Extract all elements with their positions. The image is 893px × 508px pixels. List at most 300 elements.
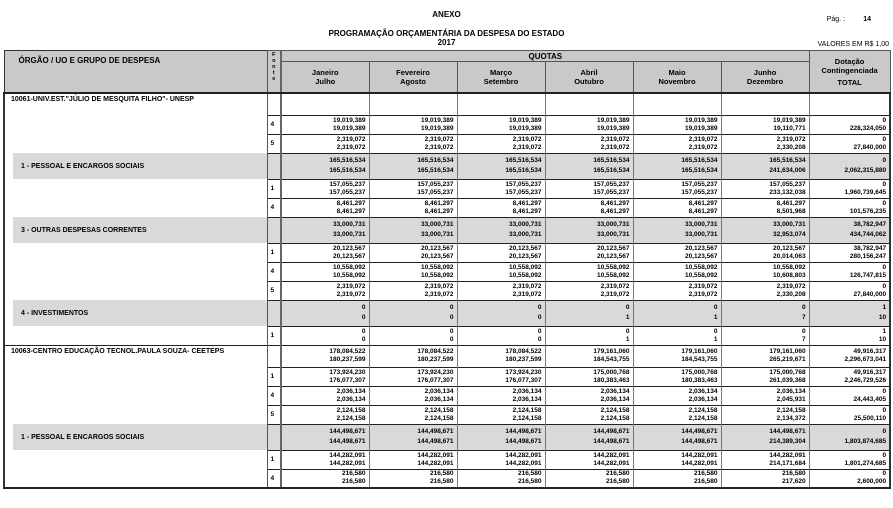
value-first-semester: 2,319,072 (336, 135, 366, 143)
value-second-semester: 180,237,599 (329, 356, 366, 363)
value-first-semester: 165,516,534 (593, 157, 630, 164)
quota-cell (457, 153, 545, 179)
quota-cell (457, 300, 545, 326)
value-first-semester: 0 (713, 327, 718, 335)
value-second-semester: 0 (537, 335, 542, 343)
value-first-semester: 49,916,317 (853, 348, 887, 355)
quota-cell (457, 424, 545, 450)
quota-cell (545, 469, 633, 488)
value-first-semester: 0 (882, 199, 887, 207)
row-label (4, 243, 267, 262)
quota-cell (545, 217, 633, 243)
quota-cell (369, 262, 457, 281)
value-second-semester: 2,124,158 (600, 414, 630, 422)
value-first-semester: 10,558,092 (420, 263, 454, 271)
header-contingenciada: Contingenciada (821, 65, 878, 75)
value-second-semester: 2,036,134 (600, 395, 630, 403)
quota-cell (633, 198, 721, 217)
value-first-semester: 0 (361, 327, 366, 335)
value-second-semester: 1,960,739,645 (844, 188, 887, 196)
quota-cell (457, 115, 545, 134)
org-label: 10063-CENTRO EDUCAÇÃO TECNOL.PAULA SOUZA- CEETEPS (4, 345, 267, 367)
fonte-code: 1 (267, 450, 281, 469)
value-first-semester: 2,036,134 (512, 387, 542, 395)
total-cell (809, 262, 890, 281)
value-second-semester: 19,019,389 (420, 124, 454, 132)
quota-cell (369, 386, 457, 405)
value-first-semester: 2,319,072 (776, 135, 806, 143)
quota-cell (633, 469, 721, 488)
quota-cell (721, 450, 809, 469)
value-first-semester: 144,498,671 (681, 428, 718, 435)
month-first-semester: Abril (580, 68, 598, 77)
value-second-semester: 176,077,307 (417, 376, 454, 384)
quota-cell (281, 469, 369, 488)
fonte-row (4, 262, 890, 281)
value-second-semester: 216,580 (430, 478, 454, 486)
fonte-row (4, 134, 890, 153)
value-first-semester: 2,036,134 (688, 387, 718, 395)
value-second-semester: 20,123,567 (508, 252, 542, 260)
quota-cell (369, 134, 457, 153)
row-label (4, 198, 267, 217)
total-cell (809, 345, 890, 367)
value-first-semester: 10,558,092 (332, 263, 366, 271)
value-first-semester: 144,282,091 (593, 451, 630, 459)
value-second-semester: 144,498,671 (417, 438, 454, 445)
quota-cell (545, 262, 633, 281)
quota-cell (721, 424, 809, 450)
value-second-semester: 33,000,731 (420, 231, 454, 238)
value-second-semester: 20,123,567 (596, 252, 630, 260)
value-second-semester: 280,156,247 (849, 252, 887, 260)
total-cell (809, 300, 890, 326)
header-fonte (267, 51, 281, 94)
header-fonte-letter: o (272, 58, 276, 64)
quota-cell (369, 345, 457, 367)
value-second-semester: 184,543,755 (593, 356, 630, 363)
quota-cell (281, 153, 369, 179)
quota-cell (545, 198, 633, 217)
total-cell (809, 243, 890, 262)
value-first-semester: 179,161,060 (681, 348, 718, 355)
value-second-semester: 214,389,304 (769, 438, 806, 445)
value-second-semester: 144,282,091 (681, 459, 718, 467)
row-label (4, 281, 267, 300)
value-first-semester: 175,000,768 (593, 368, 630, 376)
row-label (4, 386, 267, 405)
total-cell (809, 326, 890, 345)
value-first-semester: 2,036,134 (600, 387, 630, 395)
value-second-semester: 165,516,534 (505, 167, 542, 174)
value-second-semester: 165,516,534 (417, 167, 454, 174)
value-first-semester: 1 (882, 304, 887, 311)
value-second-semester: 2,036,134 (424, 395, 454, 403)
value-second-semester: 33,000,731 (684, 231, 718, 238)
value-first-semester: 178,084,522 (417, 348, 454, 355)
quota-cell (281, 386, 369, 405)
value-first-semester: 0 (882, 387, 887, 395)
quota-cell (457, 262, 545, 281)
quota-cell (281, 300, 369, 326)
total-cell (809, 198, 890, 217)
fonte-row (4, 386, 890, 405)
quota-cell (633, 115, 721, 134)
value-second-semester: 2,134,372 (776, 414, 806, 422)
quota-cell (633, 217, 721, 243)
value-first-semester: 165,516,534 (329, 157, 366, 164)
value-second-semester: 19,110,771 (773, 124, 806, 132)
group-label: 1 - PESSOAL E ENCARGOS SOCIAIS (4, 424, 267, 450)
value-second-semester: 165,516,534 (681, 167, 718, 174)
quota-cell (457, 405, 545, 424)
month-first-semester: Fevereiro (396, 68, 430, 77)
value-first-semester: 0 (625, 327, 630, 335)
quota-cell (457, 198, 545, 217)
value-second-semester: 19,019,389 (596, 124, 630, 132)
quota-cell (369, 217, 457, 243)
quota-cell (633, 367, 721, 386)
fonte-row (4, 243, 890, 262)
value-first-semester: 19,019,389 (508, 116, 542, 124)
value-first-semester: 2,036,134 (336, 387, 366, 395)
value-first-semester: 2,319,072 (336, 282, 366, 290)
value-second-semester: 0 (537, 314, 542, 321)
value-second-semester: 7 (801, 335, 806, 343)
header-month-4 (633, 62, 721, 94)
quota-cell (369, 424, 457, 450)
values-note: VALORES EM R$ 1,00 (817, 41, 889, 48)
month-first-semester: Janeiro (311, 68, 339, 77)
value-second-semester: 144,498,671 (329, 438, 366, 445)
value-second-semester: 19,019,389 (684, 124, 718, 132)
value-second-semester: 32,953,074 (773, 231, 806, 238)
quota-cell (721, 386, 809, 405)
quota-cell (721, 93, 809, 115)
quota-cell (545, 243, 633, 262)
value-second-semester: 10,558,092 (332, 271, 366, 279)
quota-cell (721, 198, 809, 217)
fonte-code (267, 93, 281, 115)
quota-cell (721, 469, 809, 488)
group-row (4, 153, 890, 179)
value-first-semester: 33,000,731 (596, 221, 630, 228)
value-first-semester: 8,461,297 (424, 199, 454, 207)
quota-cell (281, 450, 369, 469)
quota-cell (545, 153, 633, 179)
value-second-semester: 157,055,237 (681, 188, 718, 196)
row-label (4, 326, 267, 345)
quota-cell (369, 153, 457, 179)
value-second-semester: 180,383,463 (681, 376, 718, 384)
quota-cell (721, 281, 809, 300)
value-first-semester: 10,558,092 (596, 263, 630, 271)
value-second-semester: 2,062,315,880 (844, 167, 887, 174)
quota-cell (721, 179, 809, 198)
group-label: 1 - PESSOAL E ENCARGOS SOCIAIS (4, 153, 267, 179)
value-first-semester: 20,123,567 (332, 244, 366, 252)
value-first-semester: 165,516,534 (417, 157, 454, 164)
value-second-semester: 2,600,000 (857, 478, 887, 486)
value-second-semester: 2,319,072 (600, 290, 630, 298)
quota-cell (281, 367, 369, 386)
value-second-semester: 214,171,684 (769, 459, 806, 467)
value-second-semester: 10,558,092 (420, 271, 454, 279)
value-first-semester: 216,580 (518, 470, 542, 478)
value-first-semester: 0 (361, 304, 366, 311)
value-first-semester: 2,319,072 (600, 135, 630, 143)
quota-cell (633, 386, 721, 405)
quota-cell (369, 243, 457, 262)
value-second-semester: 241,634,006 (769, 167, 806, 174)
quota-cell (457, 217, 545, 243)
value-first-semester: 144,282,091 (417, 451, 454, 459)
quota-cell (369, 367, 457, 386)
quota-cell (545, 300, 633, 326)
value-second-semester: 217,620 (782, 478, 806, 486)
value-second-semester: 2,124,158 (424, 414, 454, 422)
quota-cell (281, 243, 369, 262)
header-fonte-letter: t (272, 70, 275, 76)
value-first-semester: 0 (882, 282, 887, 290)
fonte-row (4, 469, 890, 488)
value-second-semester: 2,124,158 (688, 414, 718, 422)
value-second-semester: 1 (713, 335, 718, 343)
month-first-semester: Maio (668, 68, 686, 77)
value-first-semester: 0 (449, 327, 454, 335)
value-first-semester: 2,124,158 (688, 406, 718, 414)
value-second-semester: 1 (625, 335, 630, 343)
value-second-semester: 261,039,368 (769, 376, 806, 384)
page-number: 14 (863, 16, 871, 23)
quota-cell (281, 115, 369, 134)
value-first-semester: 33,000,731 (420, 221, 454, 228)
value-second-semester: 2,330,208 (776, 290, 806, 298)
value-second-semester: 7 (801, 314, 806, 321)
value-first-semester: 144,282,091 (769, 451, 806, 459)
document-heading: ANEXO (432, 10, 461, 19)
fonte-row (4, 281, 890, 300)
value-first-semester: 179,161,060 (593, 348, 630, 355)
month-second-semester: Agosto (400, 77, 426, 86)
total-cell (809, 134, 890, 153)
value-first-semester: 165,516,534 (769, 157, 806, 164)
value-second-semester: 2,319,072 (688, 143, 718, 151)
value-second-semester: 19,019,389 (508, 124, 542, 132)
value-first-semester: 8,461,297 (688, 199, 718, 207)
value-second-semester: 2,319,072 (424, 290, 454, 298)
value-first-semester: 8,461,297 (512, 199, 542, 207)
quota-cell (457, 281, 545, 300)
total-cell (809, 450, 890, 469)
value-first-semester: 216,580 (606, 470, 630, 478)
quota-cell (633, 153, 721, 179)
value-first-semester: 20,123,567 (684, 244, 718, 252)
row-label (4, 450, 267, 469)
value-first-semester: 144,282,091 (329, 451, 366, 459)
value-second-semester: 8,461,297 (512, 207, 542, 215)
value-first-semester: 49,916,317 (853, 368, 887, 376)
row-label (4, 115, 267, 134)
group-label: 4 - INVESTIMENTOS (4, 300, 267, 326)
quota-cell (721, 326, 809, 345)
value-first-semester: 144,498,671 (505, 428, 542, 435)
fonte-row (4, 115, 890, 134)
value-first-semester: 8,461,297 (776, 199, 806, 207)
quota-cell (457, 134, 545, 153)
value-second-semester: 144,282,091 (417, 459, 454, 467)
value-first-semester: 157,055,237 (593, 180, 630, 188)
month-second-semester: Outubro (574, 77, 604, 86)
value-first-semester: 165,516,534 (505, 157, 542, 164)
value-second-semester: 126,747,815 (849, 271, 887, 279)
quota-cell (633, 93, 721, 115)
row-label (4, 405, 267, 424)
value-first-semester: 2,124,158 (600, 406, 630, 414)
value-first-semester: 216,580 (342, 470, 366, 478)
quota-cell (281, 405, 369, 424)
quota-cell (281, 345, 369, 367)
total-cell (809, 469, 890, 488)
quota-cell (545, 115, 633, 134)
value-first-semester: 0 (882, 451, 887, 459)
value-second-semester: 25,500,110 (853, 414, 887, 422)
value-first-semester: 2,124,158 (776, 406, 806, 414)
fonte-code: 1 (267, 326, 281, 345)
fonte-code (267, 153, 281, 179)
fonte-code: 4 (267, 262, 281, 281)
quota-cell (633, 424, 721, 450)
quota-cell (457, 386, 545, 405)
quota-cell (721, 300, 809, 326)
value-second-semester: 0 (361, 335, 366, 343)
value-second-semester: 20,123,567 (332, 252, 366, 260)
fonte-code: 1 (267, 179, 281, 198)
value-second-semester: 233,132,038 (769, 188, 806, 196)
quota-cell (721, 217, 809, 243)
quota-cell (721, 153, 809, 179)
header-dotacao-total (809, 51, 890, 94)
quota-cell (369, 281, 457, 300)
value-first-semester: 165,516,534 (681, 157, 718, 164)
row-label (4, 134, 267, 153)
value-second-semester: 2,045,931 (776, 395, 806, 403)
value-second-semester: 20,123,567 (420, 252, 454, 260)
total-cell (809, 281, 890, 300)
fonte-code: 4 (267, 198, 281, 217)
header-month-0 (281, 62, 369, 94)
row-label (4, 179, 267, 198)
value-second-semester: 2,036,134 (688, 395, 718, 403)
month-first-semester: Junho (753, 68, 777, 77)
total-cell (809, 115, 890, 134)
fonte-code: 5 (267, 405, 281, 424)
value-first-semester: 179,161,060 (769, 348, 806, 355)
value-second-semester: 216,580 (606, 478, 630, 486)
value-second-semester: 33,000,731 (508, 231, 542, 238)
total-cell (809, 217, 890, 243)
total-cell (809, 405, 890, 424)
value-first-semester: 20,123,567 (773, 244, 806, 252)
quota-cell (633, 243, 721, 262)
header-month-5 (721, 62, 809, 94)
total-cell (809, 153, 890, 179)
group-label: 3 - OUTRAS DESPESAS CORRENTES (4, 217, 267, 243)
value-first-semester: 2,319,072 (424, 282, 454, 290)
value-first-semester: 173,924,230 (505, 368, 542, 376)
quota-cell (457, 367, 545, 386)
value-first-semester: 2,319,072 (688, 135, 718, 143)
header-total: TOTAL (837, 77, 862, 87)
value-second-semester: 2,319,072 (512, 290, 542, 298)
value-first-semester: 216,580 (782, 470, 806, 478)
header-month-2 (457, 62, 545, 94)
fonte-row (4, 198, 890, 217)
value-second-semester: 157,055,237 (593, 188, 630, 196)
value-first-semester: 19,019,389 (332, 116, 366, 124)
row-label (4, 367, 267, 386)
value-second-semester: 10,608,803 (773, 271, 806, 279)
value-second-semester: 2,319,072 (336, 290, 366, 298)
quota-cell (281, 179, 369, 198)
value-second-semester: 2,246,729,526 (844, 376, 887, 384)
quota-cell (457, 93, 545, 115)
value-second-semester: 2,124,158 (336, 414, 366, 422)
quota-cell (457, 450, 545, 469)
value-second-semester: 8,461,297 (424, 207, 454, 215)
quota-cell (545, 345, 633, 367)
value-second-semester: 1,803,874,685 (844, 438, 887, 445)
value-second-semester: 180,237,599 (417, 356, 454, 363)
value-first-semester: 2,124,158 (336, 406, 366, 414)
quota-cell (545, 93, 633, 115)
value-first-semester: 0 (801, 327, 806, 335)
value-second-semester: 19,019,389 (332, 124, 366, 132)
header-month-3 (545, 62, 633, 94)
value-first-semester: 173,924,230 (329, 368, 366, 376)
value-second-semester: 101,576,235 (849, 207, 887, 215)
value-second-semester: 2,124,158 (512, 414, 542, 422)
quota-cell (633, 405, 721, 424)
value-second-semester: 144,282,091 (593, 459, 630, 467)
value-first-semester: 33,000,731 (508, 221, 542, 228)
quota-cell (721, 262, 809, 281)
total-cell (809, 367, 890, 386)
quota-cell (457, 179, 545, 198)
value-first-semester: 2,319,072 (424, 135, 454, 143)
org-row (4, 93, 890, 115)
value-first-semester: 0 (713, 304, 718, 311)
header-quotas: QUOTAS (281, 51, 809, 62)
value-first-semester: 2,036,134 (424, 387, 454, 395)
month-first-semester: Março (489, 68, 513, 77)
quota-cell (369, 179, 457, 198)
quota-cell (281, 281, 369, 300)
quota-cell (281, 198, 369, 217)
document-year: 2017 (437, 38, 456, 47)
quota-cell (633, 179, 721, 198)
quota-cell (457, 243, 545, 262)
value-first-semester: 19,019,389 (596, 116, 630, 124)
value-second-semester: 10,558,092 (596, 271, 630, 279)
value-first-semester: 0 (882, 157, 887, 164)
quota-cell (457, 326, 545, 345)
total-cell (809, 93, 890, 115)
value-second-semester: 20,014,063 (773, 252, 806, 260)
value-first-semester: 175,000,768 (681, 368, 718, 376)
value-first-semester: 157,055,237 (769, 180, 806, 188)
value-first-semester: 19,019,389 (420, 116, 454, 124)
